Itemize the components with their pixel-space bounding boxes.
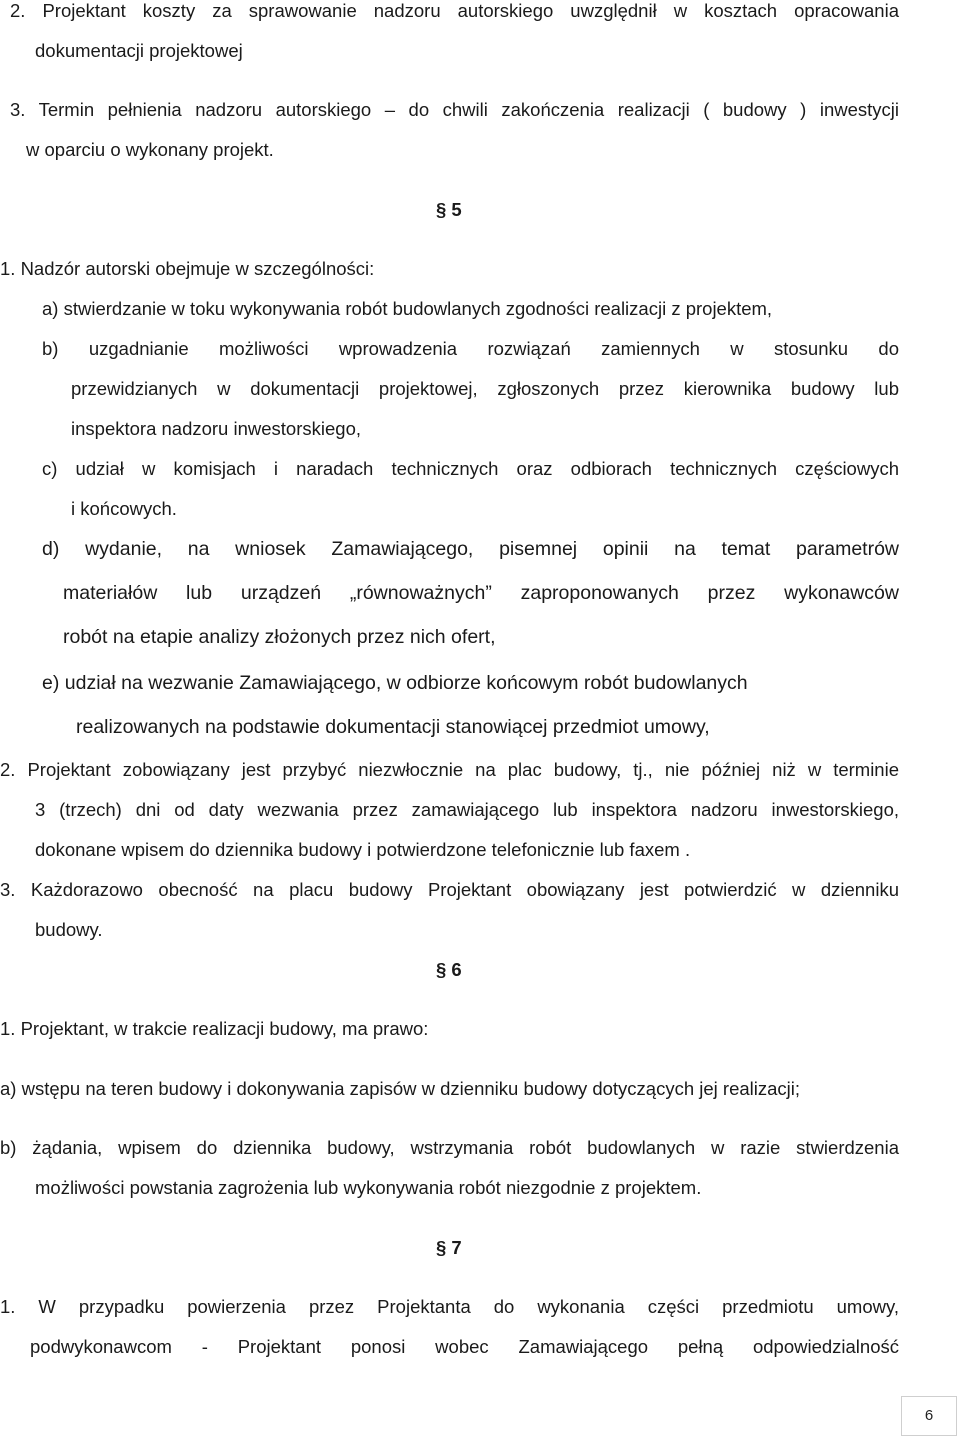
section-5-item-b-line-1: b) uzgadnianie możliwości wprowadzenia rozwiązań zamiennych w stosunku do <box>42 338 899 359</box>
section-5-point-2-line-3: dokonane wpisem do dziennika budowy i potwierdzone telefonicznie lub faxem . <box>35 839 691 860</box>
section-5-item-d-line-2: materiałów lub urządzeń „równoważnych” zaproponowanych przez wykonawców <box>63 582 899 604</box>
section-5-item-d-line-3: robót na etapie analizy złożonych przez nich ofert, <box>63 626 496 648</box>
section-6-item-b-line-2: możliwości powstania zagrożenia lub wykonywania robót niezgodnie z projektem. <box>35 1177 702 1198</box>
paragraph-3-line-1: 3. Termin pełnienia nadzoru autorskiego – do chwili zakończenia realizacji ( budowy ) inwestycji <box>10 99 899 120</box>
section-5-item-e-line-1: e) udział na wezwanie Zamawiającego, w odbiorze końcowym robót budowlanych <box>42 672 748 694</box>
paragraph-2-line-1: 2. Projektant koszty za sprawowanie nadzoru autorskiego uwzględnił w kosztach opracowania <box>10 0 899 21</box>
section-5-point-1: 1. Nadzór autorski obejmuje w szczególności: <box>0 258 375 279</box>
section-5-point-2-line-2: 3 (trzech) dni od daty wezwania przez zamawiającego lub inspektora nadzoru inwestorskiego, <box>35 799 899 820</box>
section-5-item-d-line-1: d) wydanie, na wniosek Zamawiającego, pisemnej opinii na temat parametrów <box>42 538 899 560</box>
page-number: 6 <box>924 1407 934 1425</box>
section-7-point-1-line-2: podwykonawcom - Projektant ponosi wobec Zamawiającego pełną odpowiedzialność <box>30 1336 899 1357</box>
section-5-item-c-line-2: i końcowych. <box>71 498 177 519</box>
paragraph-3-line-2: w oparciu o wykonany projekt. <box>26 139 274 160</box>
section-5-item-c-line-1: c) udział w komisjach i naradach technicznych oraz odbiorach technicznych częściowych <box>42 458 899 479</box>
section-6-item-b-line-1: b) żądania, wpisem do dziennika budowy, wstrzymania robót budowlanych w razie stwierdzenia <box>0 1137 899 1158</box>
section-5-heading: § 5 <box>436 199 462 220</box>
section-7-point-1-line-1: 1. W przypadku powierzenia przez Projektanta do wykonania części przedmiotu umowy, <box>0 1296 899 1317</box>
paragraph-2-line-2: dokumentacji projektowej <box>35 40 243 61</box>
section-5-point-3-line-2: budowy. <box>35 919 103 940</box>
section-5-point-3-line-1: 3. Każdorazowo obecność na placu budowy Projektant obowiązany jest potwierdzić w dzienniku <box>0 879 899 900</box>
page-number-box <box>901 1396 957 1436</box>
section-5-item-e-line-2: realizowanych na podstawie dokumentacji stanowiącej przedmiot umowy, <box>76 716 710 738</box>
section-6-item-a: a) wstępu na teren budowy i dokonywania zapisów w dzienniku budowy dotyczących jej realizacji; <box>0 1078 801 1099</box>
section-5-item-b-line-2: przewidzianych w dokumentacji projektowej, zgłoszonych przez kierownika budowy lub <box>71 378 899 399</box>
section-6-heading: § 6 <box>436 959 462 980</box>
section-7-heading: § 7 <box>436 1237 462 1258</box>
section-5-item-b-line-3: inspektora nadzoru inwestorskiego, <box>71 418 361 439</box>
section-5-point-2-line-1: 2. Projektant zobowiązany jest przybyć niezwłocznie na plac budowy, tj., nie później niż w terminie <box>0 759 899 780</box>
section-5-item-a: a) stwierdzanie w toku wykonywania robót budowlanych zgodności realizacji z projektem, <box>42 298 773 319</box>
section-6-point-1: 1. Projektant, w trakcie realizacji budowy, ma prawo: <box>0 1018 429 1039</box>
